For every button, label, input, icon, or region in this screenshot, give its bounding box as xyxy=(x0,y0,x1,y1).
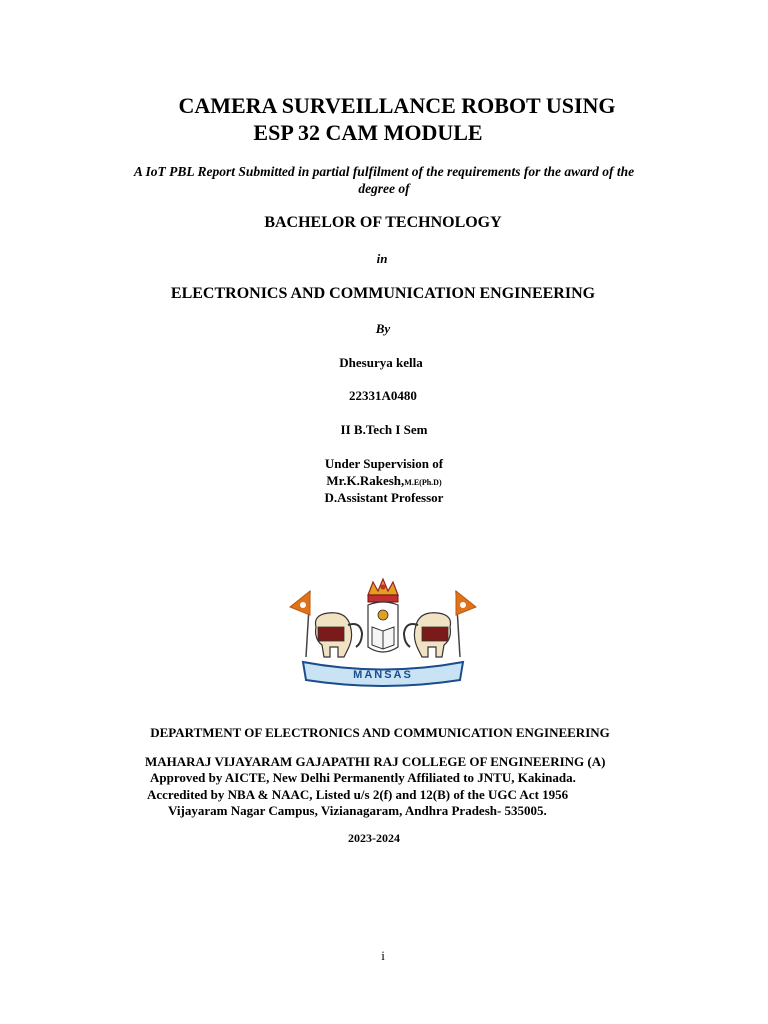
mansas-logo xyxy=(288,577,478,687)
report-title-line1: CAMERA SURVEILLANCE ROBOT USING xyxy=(178,93,616,118)
department-name: DEPARTMENT OF ELECTRONICS AND COMMUNICATION ENGINEERING xyxy=(150,725,610,740)
roll-number: 22331A0480 xyxy=(349,388,417,403)
logo-banner-text: MANSAS xyxy=(353,669,413,681)
supervisor-title: D.Assistant Professor xyxy=(324,490,444,505)
report-subtitle-line2: degree of xyxy=(358,181,410,196)
college-approval: Approved by AICTE, New Delhi Permanently Affiliated to JNTU, Kakinada. xyxy=(150,770,576,785)
college-accreditation: Accredited by NBA & NAAC, Listed u/s 2(f) and 12(B) of the UGC Act 1956 xyxy=(147,787,569,802)
student-name: Dhesurya kella xyxy=(339,355,423,370)
report-subtitle-line1: A IoT PBL Report Submitted in partial fulfilment of the requirements for the award of the xyxy=(133,164,635,179)
page-number: i xyxy=(381,948,385,963)
branch-name: ELECTRONICS AND COMMUNICATION ENGINEERING xyxy=(170,285,596,302)
supervisor-qualifications: M.E(Ph.D) xyxy=(404,478,442,487)
by-label: By xyxy=(375,321,391,336)
college-address: Vijayaram Nagar Campus, Vizianagaram, Andhra Pradesh- 535005. xyxy=(168,803,547,818)
supervision-label: Under Supervision of xyxy=(324,456,444,471)
college-name: MAHARAJ VIJAYARAM GAJAPATHI RAJ COLLEGE OF ENGINEERING (A) xyxy=(145,754,606,769)
supervisor-name-text: Mr.K.Rakesh, xyxy=(326,473,405,488)
degree-name: BACHELOR OF TECHNOLOGY xyxy=(264,214,502,231)
semester: II B.Tech I Sem xyxy=(340,422,428,437)
report-title-line2: ESP 32 CAM MODULE xyxy=(253,120,483,145)
supervisor-name xyxy=(0,473,768,489)
academic-year: 2023-2024 xyxy=(348,831,400,845)
in-label: in xyxy=(376,251,388,266)
